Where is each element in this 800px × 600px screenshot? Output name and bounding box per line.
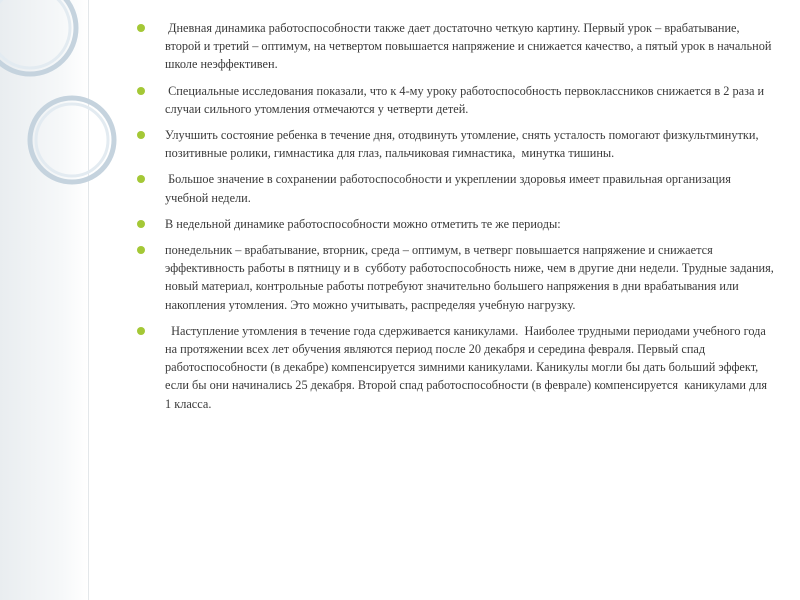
left-decorative-panel	[0, 0, 89, 600]
bullet-item	[135, 126, 775, 162]
bullet-icon	[137, 131, 145, 139]
bullet-icon	[137, 327, 145, 335]
bullet-item	[135, 82, 775, 118]
bullet-text: В недельной динамике работоспособности можно отметить те же периоды:	[165, 216, 561, 231]
bullet-text: Специальные исследования показали, что к 4-му уроку работоспособность первоклассников снижается в 2 раза и случаи сильного утомления отмечаются у четверти детей.	[165, 83, 768, 116]
bullet-text: понедельник – врабатывание, вторник, среда – оптимум, в четверг повышается напряжение и снижается эффективность работы в пятницу и в субботу работоспособность ниже, чем в другие дни недели. Трудные задания, новый материал, контрольные работы потребуют значительно большего напряжения в дни врабатывания или накопления утомления. Это можно учитывать, распределяя учебную нагрузку.	[165, 243, 777, 312]
bullet-item	[135, 215, 775, 233]
bullet-text: Дневная динамика работоспособности также дает достаточно четкую картину. Первый урок – врабатывание, второй и третий – оптимум, на четвертом повышается напряжение и снижается качество, а пятый урок в начальной школе неэффективен.	[165, 21, 775, 72]
bullet-item	[135, 170, 775, 206]
bullet-icon	[137, 87, 145, 95]
bullet-text: Улучшить состояние ребенка в течение дня, отодвинуть утомление, снять усталость помогают физкультминутки, позитивные ролики, гимнастика для глаз, пальчиковая гимнастика, минутка тишины.	[165, 128, 762, 161]
bullet-text: Большое значение в сохранении работоспособности и укреплении здоровья имеет правильная организация учебной недели.	[165, 172, 734, 205]
bullet-icon	[137, 24, 145, 32]
bullet-list	[135, 19, 775, 413]
bullet-icon	[137, 220, 145, 228]
bullet-icon	[137, 246, 145, 254]
bullet-text: Наступление утомления в течение года сдерживается каникулами. Наиболее трудными периодами учебного года на протяжении всех лет обучения являются период после 20 декабря и середина февраля. Первый спад работоспособности (в декабре) компенсируется зимними каникулами. Каникулы могли бы дать больший эффект, если бы они начинались 25 декабря. Второй спад работоспособности (в феврале) компенсируется каникулами для 1 класса.	[165, 323, 771, 411]
bullet-icon	[137, 175, 145, 183]
bullet-item	[135, 241, 775, 314]
bullet-item	[135, 322, 775, 413]
bullet-item	[135, 19, 775, 74]
